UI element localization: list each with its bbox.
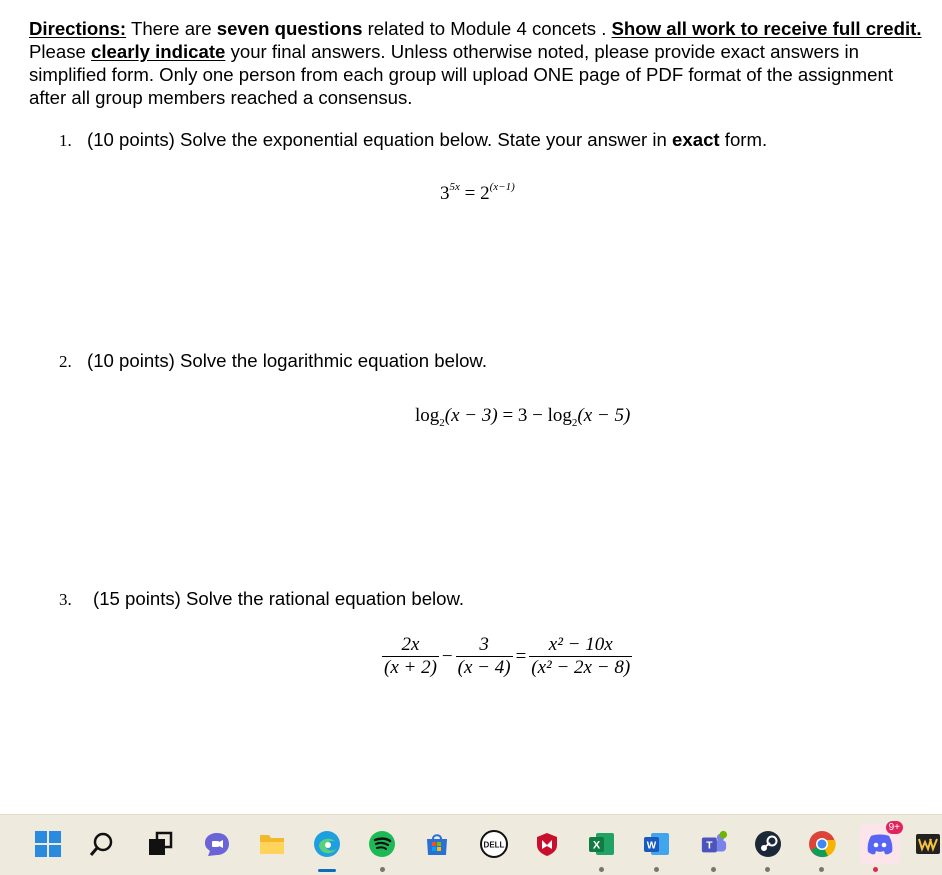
file-explorer-icon[interactable] (258, 830, 286, 858)
eq-term: (x − 5) (577, 405, 631, 426)
eq-equals: = (464, 183, 476, 204)
question-1 (59, 128, 767, 152)
question-2 (59, 349, 487, 373)
spotify-icon[interactable] (368, 830, 396, 858)
excel-running-indicator (599, 867, 604, 872)
microsoft-store-icon[interactable] (423, 830, 451, 858)
directions-text: There are (126, 18, 217, 39)
chat-icon[interactable] (203, 830, 231, 858)
directions-text: Please (29, 41, 92, 62)
fraction-1 (382, 634, 439, 679)
question-text: form. (719, 129, 768, 150)
denominator: (x + 2) (384, 657, 437, 678)
denominator: (x − 4) (457, 657, 511, 678)
show-work-text: Show all work to receive full credit. (611, 18, 922, 39)
denominator: (x² − 2x − 8) (531, 657, 631, 678)
question-number: 1. (59, 131, 72, 150)
question-3 (59, 587, 464, 611)
eq-log: log (547, 405, 572, 426)
logarithmic-equation (415, 405, 630, 427)
fraction-3 (529, 634, 632, 679)
spotify-running-indicator (380, 867, 385, 872)
question-number: 2. (59, 352, 72, 371)
question-text: (15 points) Solve the rational equation below. (93, 588, 465, 609)
windows-start-icon[interactable] (34, 830, 62, 858)
question-text: (10 points) Solve the exponential equation below. State your answer in (87, 129, 673, 150)
eq-minus: − (532, 405, 543, 426)
search-icon[interactable] (88, 830, 116, 858)
eq-log-base: 2 (571, 417, 578, 429)
exponential-equation (440, 183, 515, 205)
teams-icon[interactable] (700, 830, 728, 858)
directions-label: Directions: (29, 18, 127, 39)
mcafee-icon[interactable] (533, 830, 561, 858)
question-text: (10 points) Solve the logarithmic equation below. (87, 350, 488, 371)
directions-text: your final answers. Unless otherwise noted, please provide exact answers in simplified form. Only one person from each group will upload ONE page of PDF format of the assignment after all group members reached a consensus. (29, 41, 893, 108)
chrome-icon[interactable] (808, 830, 836, 858)
clearly-indicate-text: clearly indicate (91, 41, 226, 62)
word-running-indicator (654, 867, 659, 872)
edge-active-indicator (318, 869, 336, 872)
steam-running-indicator (765, 867, 770, 872)
seven-questions-text: seven questions (216, 18, 363, 39)
chrome-running-indicator (819, 867, 824, 872)
fraction-2 (456, 634, 513, 679)
eq-exponent: 5x (449, 181, 460, 193)
directions-paragraph (29, 17, 934, 109)
winamp-icon[interactable] (914, 830, 942, 858)
steam-icon[interactable] (754, 830, 782, 858)
discord-badge: 9+ (886, 821, 903, 834)
svg-text:DELL: DELL (483, 840, 505, 850)
numerator: x² − 10x (529, 634, 632, 657)
word-icon[interactable] (643, 830, 671, 858)
eq-log-base: 2 (439, 417, 445, 429)
discord-icon[interactable] (860, 824, 900, 864)
taskbar (0, 814, 942, 875)
dell-icon[interactable] (478, 830, 510, 858)
teams-running-indicator (711, 867, 716, 872)
svg-text:X: X (592, 839, 601, 852)
svg-text:W: W (646, 840, 657, 852)
rational-equation (382, 634, 632, 679)
directions-text: related to Module 4 concets . (362, 18, 612, 39)
eq-equals: = (502, 405, 514, 426)
discord-running-indicator (873, 867, 878, 872)
svg-text:T: T (706, 840, 713, 852)
eq-log: log (415, 405, 440, 426)
question-bold-text: exact (672, 129, 720, 150)
edge-icon[interactable] (313, 830, 341, 858)
numerator: 2x (382, 634, 439, 657)
eq-exponent: (x−1) (489, 181, 515, 193)
eq-term: 2 (480, 183, 490, 204)
eq-equals: = (515, 645, 527, 667)
task-view-icon[interactable] (146, 830, 174, 858)
eq-term: (x − 3) (444, 405, 498, 426)
eq-term: 3 (517, 405, 528, 426)
question-number: 3. (59, 590, 72, 609)
eq-minus: − (441, 645, 453, 667)
eq-term: 3 (440, 183, 450, 204)
numerator: 3 (456, 634, 513, 657)
excel-icon[interactable] (588, 830, 616, 858)
